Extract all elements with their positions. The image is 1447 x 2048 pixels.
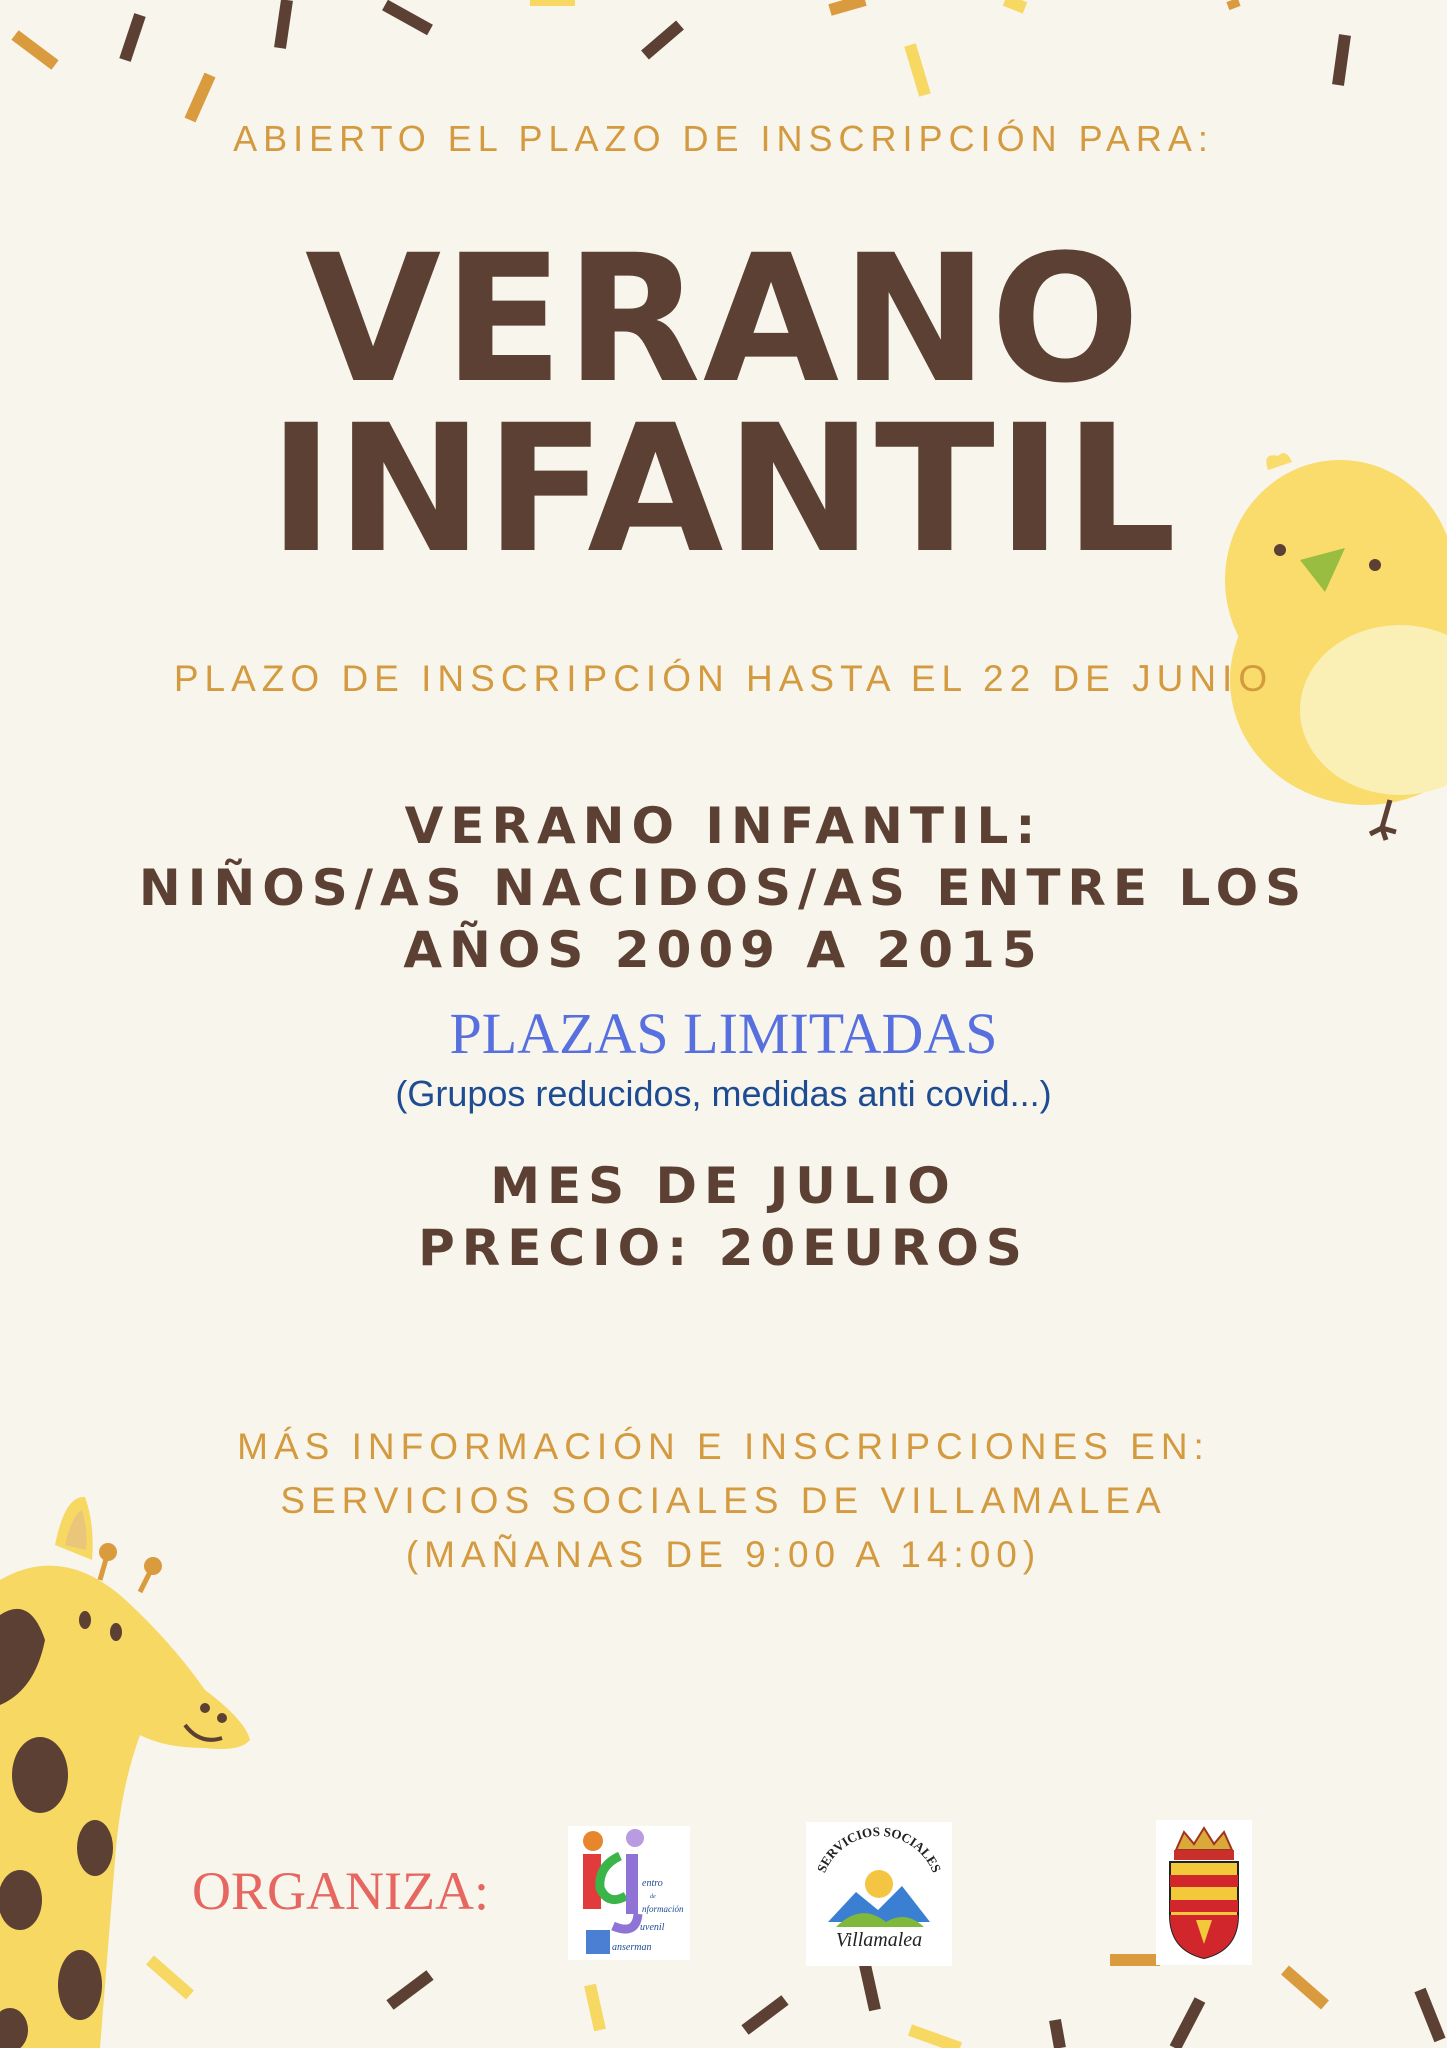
cij-logo-text-5: anserman	[612, 1942, 652, 1953]
coat-of-arms-icon	[1156, 1820, 1252, 1965]
limited-places-text: PLAZAS LIMITADAS	[449, 1001, 998, 1066]
cij-logo-text-2: de	[650, 1894, 656, 1900]
cij-logo-text-1: entro	[642, 1878, 663, 1889]
eligibility-line1: VERANO INFANTIL:	[404, 797, 1043, 855]
more-info-line3: (MAÑANAS DE 9:00 A 14:00)	[405, 1534, 1042, 1575]
more-info-line2: SERVICIOS SOCIALES DE VILLAMALEA	[280, 1480, 1167, 1521]
organiza-label: ORGANIZA:	[192, 1861, 489, 1921]
eligibility-line3: AÑOS 2009 A 2015	[403, 921, 1044, 979]
cij-logo-text-4: uvenil	[640, 1922, 665, 1933]
cij-logo-text-3: nformación	[642, 1904, 684, 1914]
price-text: PRECIO: 20EUROS	[418, 1219, 1029, 1277]
more-info-line1: MÁS INFORMACIÓN E INSCRIPCIONES EN:	[237, 1426, 1210, 1467]
registration-open-heading: ABIERTO EL PLAZO DE INSCRIPCIÓN PARA:	[233, 118, 1214, 159]
deadline-text: PLAZO DE INSCRIPCIÓN HASTA EL 22 DE JUNIO	[173, 658, 1274, 699]
servicios-sociales-arc-text: SERVICIOS SOCIALES	[813, 1823, 945, 1875]
coat-of-arms-logo	[1156, 1820, 1252, 1965]
limited-places-note: (Grupos reducidos, medidas anti covid...)	[395, 1073, 1052, 1114]
month-text: MES DE JULIO	[490, 1157, 957, 1215]
servicios-sociales-logo-icon	[806, 1822, 952, 1966]
servicios-sociales-logo	[806, 1822, 952, 1966]
cij-manserman-logo	[568, 1826, 690, 1960]
servicios-sociales-town-text: Villamalea	[835, 1929, 923, 1951]
event-title-line1: VERANO	[304, 217, 1143, 422]
cij-logo-icon	[568, 1826, 690, 1960]
event-title-line2: INFANTIL	[268, 387, 1179, 592]
eligibility-line2: NIÑOS/AS NACIDOS/AS ENTRE LOS	[138, 859, 1309, 917]
